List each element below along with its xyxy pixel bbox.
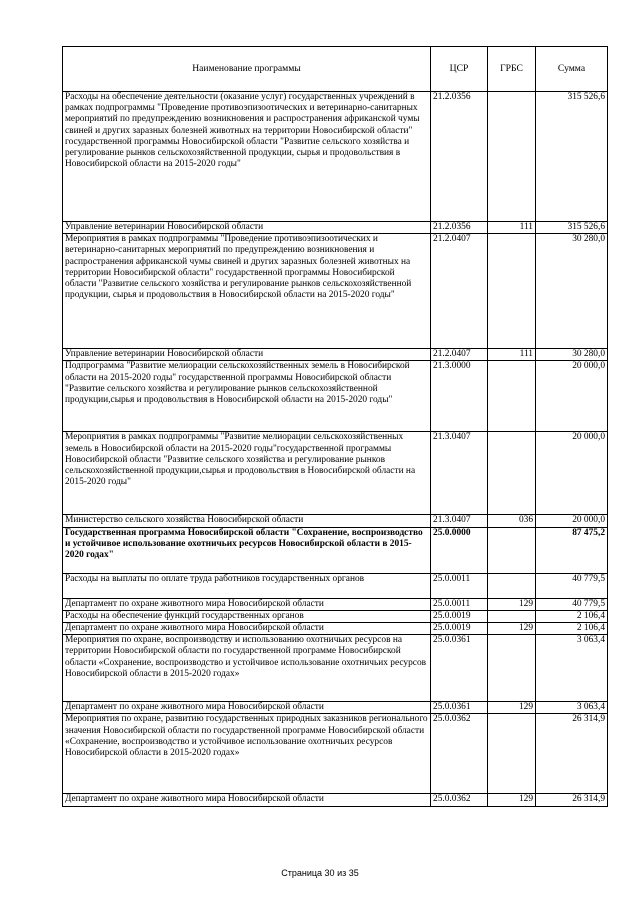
cell-name: Мероприятия в рамках подпрограммы "Развитие мелиорации сельскохозяйственных земель в Новосибирской области на 2015-2020 годы"государственной программы Новосибирской области "Развитие сельского хозяйства и регулирование рынков сельскохозяйственной продукции,сырья и продовольствия в Новосибирской области на 2015-2020 годы" [63, 432, 431, 515]
cell-sum: 40 779,5 [536, 573, 608, 598]
header-sum: Сумма [536, 47, 608, 92]
cell-grbs: 129 [488, 598, 536, 610]
cell-grbs: 111 [488, 222, 536, 234]
header-name: Наименование программы [63, 47, 431, 92]
cell-csr: 25.0.0361 [431, 635, 488, 702]
cell-csr: 21.2.0356 [431, 222, 488, 234]
cell-csr: 21.3.0407 [431, 432, 488, 515]
table-row [63, 361, 608, 432]
cell-grbs [488, 92, 536, 222]
cell-sum: 87 475,2 [536, 527, 608, 573]
table-row [63, 702, 608, 714]
cell-sum: 20 000,0 [536, 515, 608, 527]
cell-csr: 25.0.0361 [431, 702, 488, 714]
cell-csr: 25.0.0000 [431, 527, 488, 573]
cell-sum: 3 063,4 [536, 702, 608, 714]
cell-sum: 20 000,0 [536, 361, 608, 432]
cell-name: Управление ветеринарии Новосибирской области [63, 349, 431, 361]
cell-sum: 3 063,4 [536, 635, 608, 702]
table-header-row [63, 47, 608, 92]
table-row [63, 349, 608, 361]
cell-name: Департамент по охране животного мира Новосибирской области [63, 598, 431, 610]
table-row [63, 573, 608, 598]
page-number: Страница 30 из 35 [281, 868, 359, 878]
cell-name: Департамент по охране животного мира Новосибирской области [63, 794, 431, 806]
cell-grbs [488, 527, 536, 573]
cell-csr: 25.0.0011 [431, 598, 488, 610]
table-row [63, 222, 608, 234]
cell-sum: 315 526,6 [536, 92, 608, 222]
cell-grbs [488, 432, 536, 515]
cell-sum: 315 526,6 [536, 222, 608, 234]
cell-name: Мероприятия по охране, развитию государственных природных заказников регионального значения Новосибирской области по государственной программе Новосибирской области «Сохранение, воспроизводство и устойчивое использование охотничьих ресурсов Новосибирской области в 2015-2020 годах» [63, 714, 431, 794]
cell-sum: 26 314,9 [536, 794, 608, 806]
table-row [63, 432, 608, 515]
table-row [63, 714, 608, 794]
table-body [63, 92, 608, 807]
table-row [63, 598, 608, 610]
table-row [63, 515, 608, 527]
header-grbs: ГРБС [488, 47, 536, 92]
cell-sum: 2 106,4 [536, 610, 608, 622]
cell-grbs: 129 [488, 794, 536, 806]
cell-grbs: 129 [488, 623, 536, 635]
cell-csr: 25.0.0362 [431, 794, 488, 806]
table-row [63, 623, 608, 635]
cell-grbs: 036 [488, 515, 536, 527]
budget-table [62, 46, 608, 807]
cell-csr: 21.2.0407 [431, 349, 488, 361]
cell-csr: 21.3.0407 [431, 515, 488, 527]
cell-csr: 25.0.0019 [431, 623, 488, 635]
cell-grbs: 111 [488, 349, 536, 361]
cell-sum: 30 280,0 [536, 234, 608, 349]
cell-grbs [488, 361, 536, 432]
cell-name: Расходы на обеспечение деятельности (оказание услуг) государственных учреждений в рамках подпрограммы "Проведение противоэпизоотических и ветеринарно-санитарных мероприятий по предупреждению возникновения и распространения африканской чумы свиней и других заразных болезней животных на территории Новосибирской области" государственной программы Новосибирской области "Развитие сельского хозяйства и регулирование рынков сельскохозяйственной продукции, сырья и продовольствия в Новосибирской области на 2015-2020 годы" [63, 92, 431, 222]
cell-csr: 25.0.0011 [431, 573, 488, 598]
header-csr: ЦСР [431, 47, 488, 92]
cell-grbs [488, 573, 536, 598]
cell-grbs: 129 [488, 702, 536, 714]
cell-grbs [488, 610, 536, 622]
cell-name: Министерство сельского хозяйства Новосибирской области [63, 515, 431, 527]
cell-csr: 21.2.0407 [431, 234, 488, 349]
cell-name: Расходы на обеспечение функций государственных органов [63, 610, 431, 622]
cell-sum: 30 280,0 [536, 349, 608, 361]
table-row [63, 92, 608, 222]
cell-grbs [488, 234, 536, 349]
cell-name: Управление ветеринарии Новосибирской области [63, 222, 431, 234]
cell-name: Департамент по охране животного мира Новосибирской области [63, 623, 431, 635]
cell-name: Расходы на выплаты по оплате труда работников государственных органов [63, 573, 431, 598]
cell-sum: 2 106,4 [536, 623, 608, 635]
cell-sum: 26 314,9 [536, 714, 608, 794]
cell-name: Государственная программа Новосибирской области "Сохранение, воспроизводство и устойчивое использование охотничьих ресурсов Новосибирской области в 2015-2020 годах" [63, 527, 431, 573]
cell-sum: 40 779,5 [536, 598, 608, 610]
cell-csr: 25.0.0362 [431, 714, 488, 794]
cell-csr: 25.0.0019 [431, 610, 488, 622]
table-row [63, 234, 608, 349]
cell-csr: 21.2.0356 [431, 92, 488, 222]
table-row [63, 635, 608, 702]
table-row [63, 794, 608, 806]
cell-name: Мероприятия по охране, воспроизводству и использованию охотничьих ресурсов на территории Новосибирской области по государственной программе Новосибирской области «Сохранение, воспроизводство и устойчивое использование охотничьих ресурсов Новосибирской области в 2015-2020 годах» [63, 635, 431, 702]
table-row [63, 610, 608, 622]
cell-grbs [488, 714, 536, 794]
cell-sum: 20 000,0 [536, 432, 608, 515]
cell-grbs [488, 635, 536, 702]
table-row [63, 527, 608, 573]
cell-name: Подпрограмма "Развитие мелиорации сельскохозяйственных земель в Новосибирской области на 2015-2020 годы" государственной программы Новосибирской области "Развитие сельского хозяйства и регулирование рынков сельскохозяйственной продукции,сырья и продовольствия в Новосибирской области на 2015-2020 годы" [63, 361, 431, 432]
cell-csr: 21.3.0000 [431, 361, 488, 432]
cell-name: Департамент по охране животного мира Новосибирской области [63, 702, 431, 714]
cell-name: Мероприятия в рамках подпрограммы "Проведение противоэпизоотических и ветеринарно-санитарных мероприятий по предупреждению возникновения и распространения африканской чумы свиней и других заразных болезней животных на территории Новосибирской области" государственной программы Новосибирской области "Развитие сельского хозяйства и регулирование рынков сельскохозяйственной продукции, сырья и продовольствия в Новосибирской области на 2015-2020 годы" [63, 234, 431, 349]
